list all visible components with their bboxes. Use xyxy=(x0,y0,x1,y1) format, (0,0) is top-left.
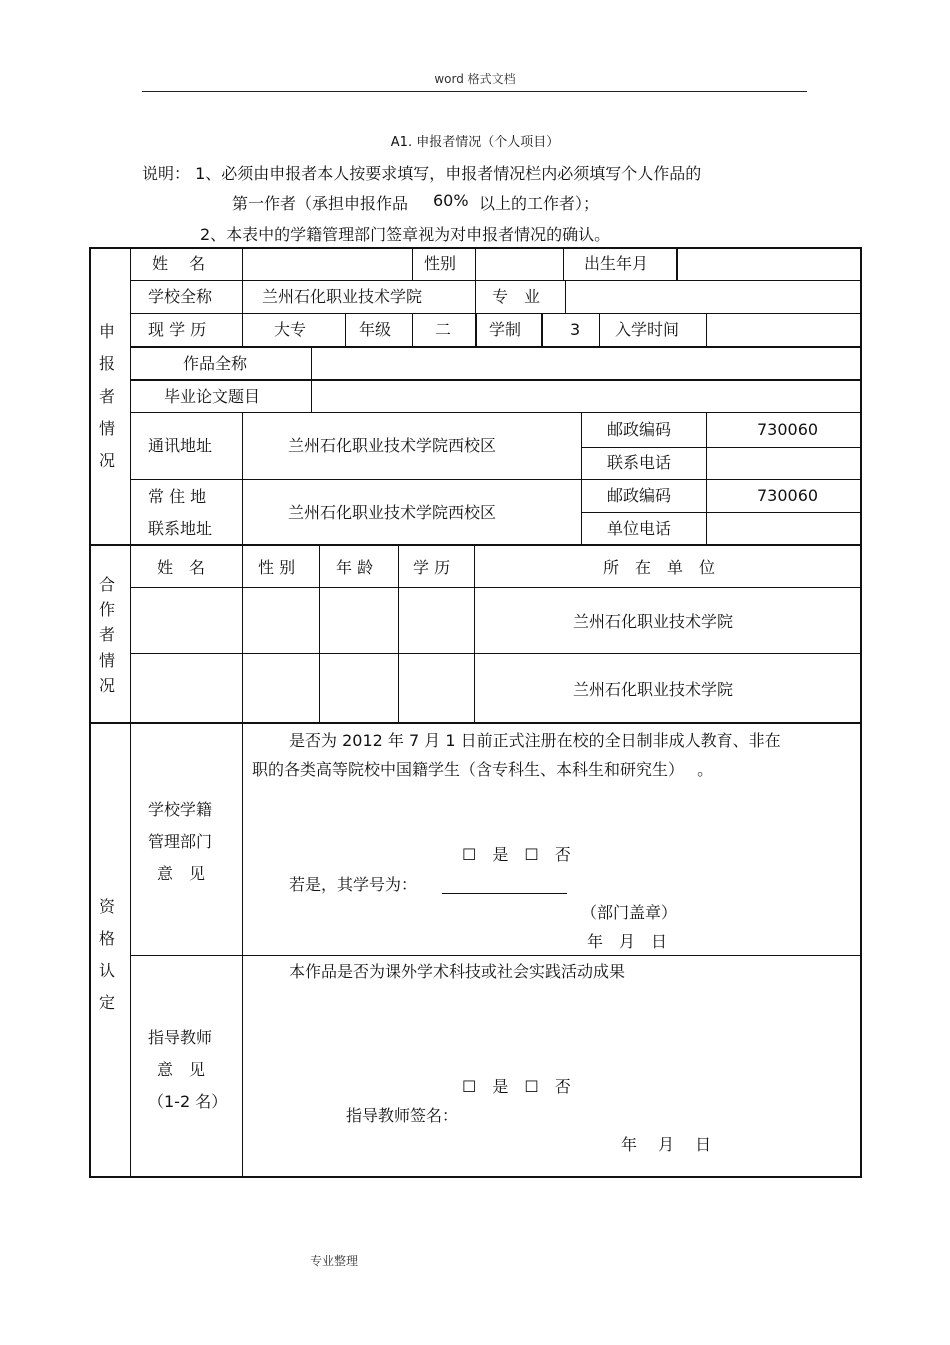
contact-phone-label: 联系电话 xyxy=(607,453,672,472)
dept-stamp-label: （部门盖章） xyxy=(581,903,678,922)
school-value: 兰州石化职业技术学院 xyxy=(262,287,423,306)
major-label: 专 业 xyxy=(492,287,541,306)
enroll-label: 入学时间 xyxy=(615,320,680,339)
postcode-value: 730060 xyxy=(757,420,819,439)
coop-row-2-unit: 兰州石化职业技术学院 xyxy=(573,680,734,699)
coop-header-gender: 性 别 xyxy=(258,558,296,577)
dept-date-label: 年 月 日 xyxy=(587,932,668,951)
home-address-label-1: 常 住 地 xyxy=(148,487,207,506)
teacher-question: 本作品是否为课外学术科技或社会实践活动成果 xyxy=(289,962,626,981)
home-address-label-2: 联系地址 xyxy=(148,519,213,538)
system-value: 3 xyxy=(570,320,581,339)
teacher-yes-no[interactable]: ☐ 是 ☐ 否 xyxy=(462,1077,571,1096)
student-id-label: 若是，其学号为： xyxy=(289,875,418,894)
school-dept-yes-no[interactable]: ☐ 是 ☐ 否 xyxy=(462,845,571,864)
birth-label: 出生年月 xyxy=(584,254,649,273)
school-dept-question-1: 是否为 2012 年 7 月 1 日前正式注册在校的全日制非成人教育、非在 xyxy=(289,731,781,750)
school-dept-question-2: 职的各类高等院校中国籍学生（含专科生、本科生和研究生） 。 xyxy=(252,760,714,779)
thesis-title-label: 毕业论文题目 xyxy=(164,387,261,406)
note-line-2c: 以上的工作者）； xyxy=(479,194,600,213)
coop-header-age: 年 龄 xyxy=(336,558,374,577)
postcode-2-label: 邮政编码 xyxy=(607,486,672,505)
header-rule xyxy=(142,91,807,92)
system-label: 学制 xyxy=(489,320,522,339)
form-title: A1. 申报者情况（个人项目） xyxy=(390,135,560,150)
note-line-2a: 第一作者（承担申报作品 xyxy=(232,194,409,213)
unit-phone-label: 单位电话 xyxy=(607,519,672,538)
school-label: 学校全称 xyxy=(148,287,213,306)
education-value: 大专 xyxy=(274,320,307,339)
postcode-label: 邮政编码 xyxy=(607,420,672,439)
coop-header-unit: 所 在 单 位 xyxy=(603,558,716,577)
work-title-label: 作品全称 xyxy=(183,354,248,373)
note-line-2b: 60% xyxy=(433,191,469,210)
grade-label: 年级 xyxy=(359,320,392,339)
coop-row-1-unit: 兰州石化职业技术学院 xyxy=(573,612,734,631)
name-label: 姓 名 xyxy=(152,254,206,273)
teacher-signature-label: 指导教师签名： xyxy=(346,1106,459,1125)
page-header: word 格式文档 xyxy=(434,72,516,86)
mail-address-value: 兰州石化职业技术学院西校区 xyxy=(288,436,497,455)
mail-address-label: 通讯地址 xyxy=(148,436,213,455)
gender-label: 性别 xyxy=(424,254,457,273)
student-id-field[interactable] xyxy=(442,893,567,894)
note-line-1: 说明： 1、必须由申报者本人按要求填写，申报者情况栏内必须填写个人作品的 xyxy=(142,164,702,183)
postcode-2-value: 730060 xyxy=(757,486,819,505)
coop-header-education: 学 历 xyxy=(413,558,451,577)
grade-value: 二 xyxy=(435,320,452,339)
teacher-date-label: 年 月 日 xyxy=(621,1135,712,1154)
education-label: 现 学 历 xyxy=(148,320,207,339)
note-line-3: 2、本表中的学籍管理部门签章视为对申报者情况的确认。 xyxy=(200,225,611,244)
page-footer: 专业整理 xyxy=(310,1254,359,1268)
home-address-value: 兰州石化职业技术学院西校区 xyxy=(288,503,497,522)
coop-header-name: 姓 名 xyxy=(157,558,206,577)
